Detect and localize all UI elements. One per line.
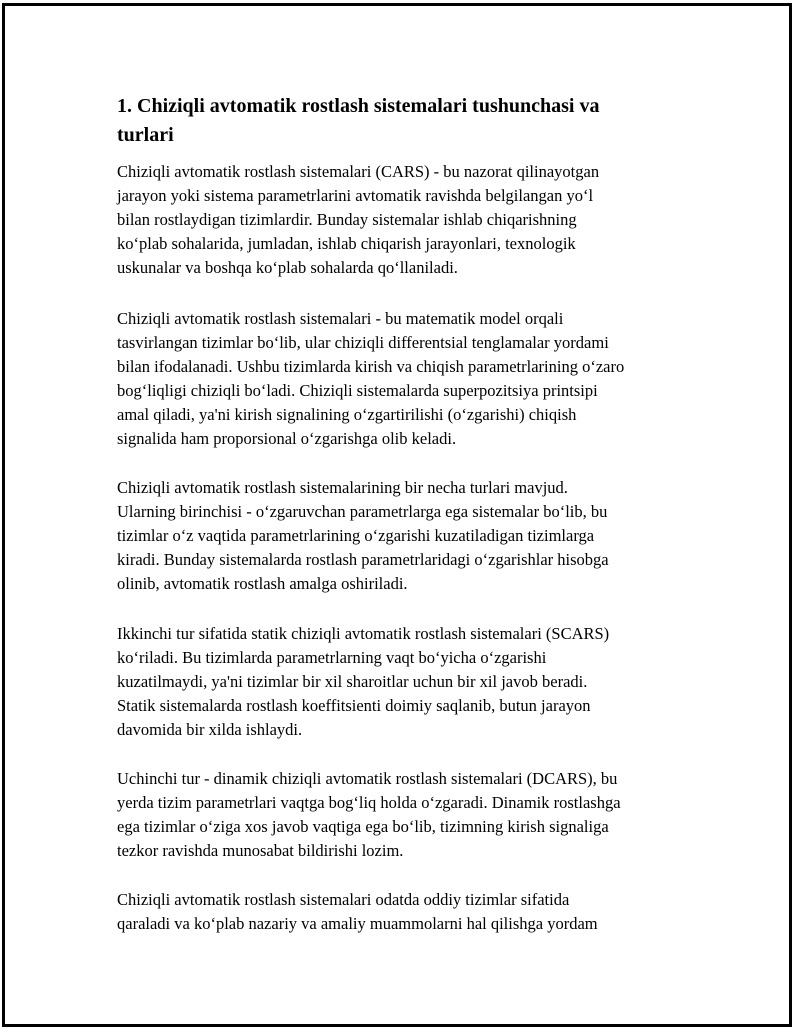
text-line: ko‘riladi. Bu tizimlarda parametrlarning vaqt bo‘yicha o‘zgarishi — [117, 648, 547, 667]
text-line: Ularning birinchisi - o‘zgaruvchan parametrlarga ega sistemalar bo‘lib, bu — [117, 502, 608, 521]
paragraph-4 — [117, 622, 609, 742]
text-line: davomida bir xilda ishlaydi. — [117, 720, 303, 739]
paragraph-6 — [117, 888, 598, 936]
text-line: qaraladi va ko‘plab nazariy va amaliy muammolarni hal qilishga yordam — [117, 914, 598, 933]
text-line: kiradi. Bunday sistemalarda rostlash parametrlaridagi o‘zgarishlar hisobga — [117, 550, 609, 569]
text-line: bilan rostlaydigan tizimlardir. Bunday sistemalar ishlab chiqarishning — [117, 210, 577, 229]
text-line: Statik sistemalarda rostlash koeffitsienti doimiy saqlanib, butun jarayon — [117, 696, 591, 715]
text-line: jarayon yoki sistema parametrlarini avtomatik ravishda belgilangan yo‘l — [117, 186, 594, 205]
text-line: amal qiladi, ya'ni kirish signalining o‘zgartirilishi (o‘zgarishi) chiqish — [117, 405, 577, 424]
text-line: Chiziqli avtomatik rostlash sistemalari odatda oddiy tizimlar sifatida — [117, 890, 570, 909]
paragraph-2 — [117, 307, 624, 451]
text-line: tizimlar o‘z vaqtida parametrlarining o‘zgarishi kuzatiladigan tizimlarga — [117, 526, 595, 545]
text-line: bog‘liqligi chiziqli bo‘ladi. Chiziqli sistemalarda superpozitsiya printsipi — [117, 381, 598, 400]
text-line: kuzatilmaydi, ya'ni tizimlar bir xil sharoitlar uchun bir xil javob beradi. — [117, 672, 588, 691]
text-line: Uchinchi tur - dinamik chiziqli avtomatik rostlash sistemalari (DCARS), bu — [117, 769, 618, 788]
heading-line: 1. Chiziqli avtomatik rostlash sistemalari tushunchasi va — [117, 95, 600, 117]
document-body — [117, 92, 697, 933]
text-line: yerda tizim parametrlari vaqtga bog‘liq holda o‘zgaradi. Dinamik rostlashga — [117, 793, 621, 812]
text-line: signalida ham proporsional o‘zgarishga olib keladi. — [117, 429, 457, 448]
paragraph-5 — [117, 767, 621, 863]
text-line: bilan ifodalanadi. Ushbu tizimlarda kirish va chiqish parametrlarining o‘zaro — [117, 357, 625, 376]
paragraph-3 — [117, 476, 609, 596]
text-line: Chiziqli avtomatik rostlash sistemalarining bir necha turlari mavjud. — [117, 478, 568, 497]
text-line: tasvirlangan tizimlar bo‘lib, ular chiziqli differentsial tenglamalar yordami — [117, 333, 609, 352]
text-line: uskunalar va boshqa ko‘plab sohalarda qo‘llaniladi. — [117, 258, 458, 277]
text-line: Chiziqli avtomatik rostlash sistemalari - bu matematik model orqali — [117, 309, 564, 328]
text-line: Ikkinchi tur sifatida statik chiziqli avtomatik rostlash sistemalari (SCARS) — [117, 624, 610, 643]
text-line: ko‘plab sohalarida, jumladan, ishlab chiqarish jarayonlari, texnologik — [117, 234, 576, 253]
text-line: tezkor ravishda munosabat bildirishi lozim. — [117, 841, 404, 860]
section-heading — [117, 92, 647, 150]
heading-line: turlari — [117, 124, 174, 146]
text-line: ega tizimlar o‘ziga xos javob vaqtiga ega bo‘lib, tizimning kirish signaliga — [117, 817, 609, 836]
paragraph-1 — [117, 160, 599, 280]
text-line: olinib, avtomatik rostlash amalga oshiriladi. — [117, 574, 408, 593]
text-line: Chiziqli avtomatik rostlash sistemalari (CARS) - bu nazorat qilinayotgan — [117, 162, 600, 181]
